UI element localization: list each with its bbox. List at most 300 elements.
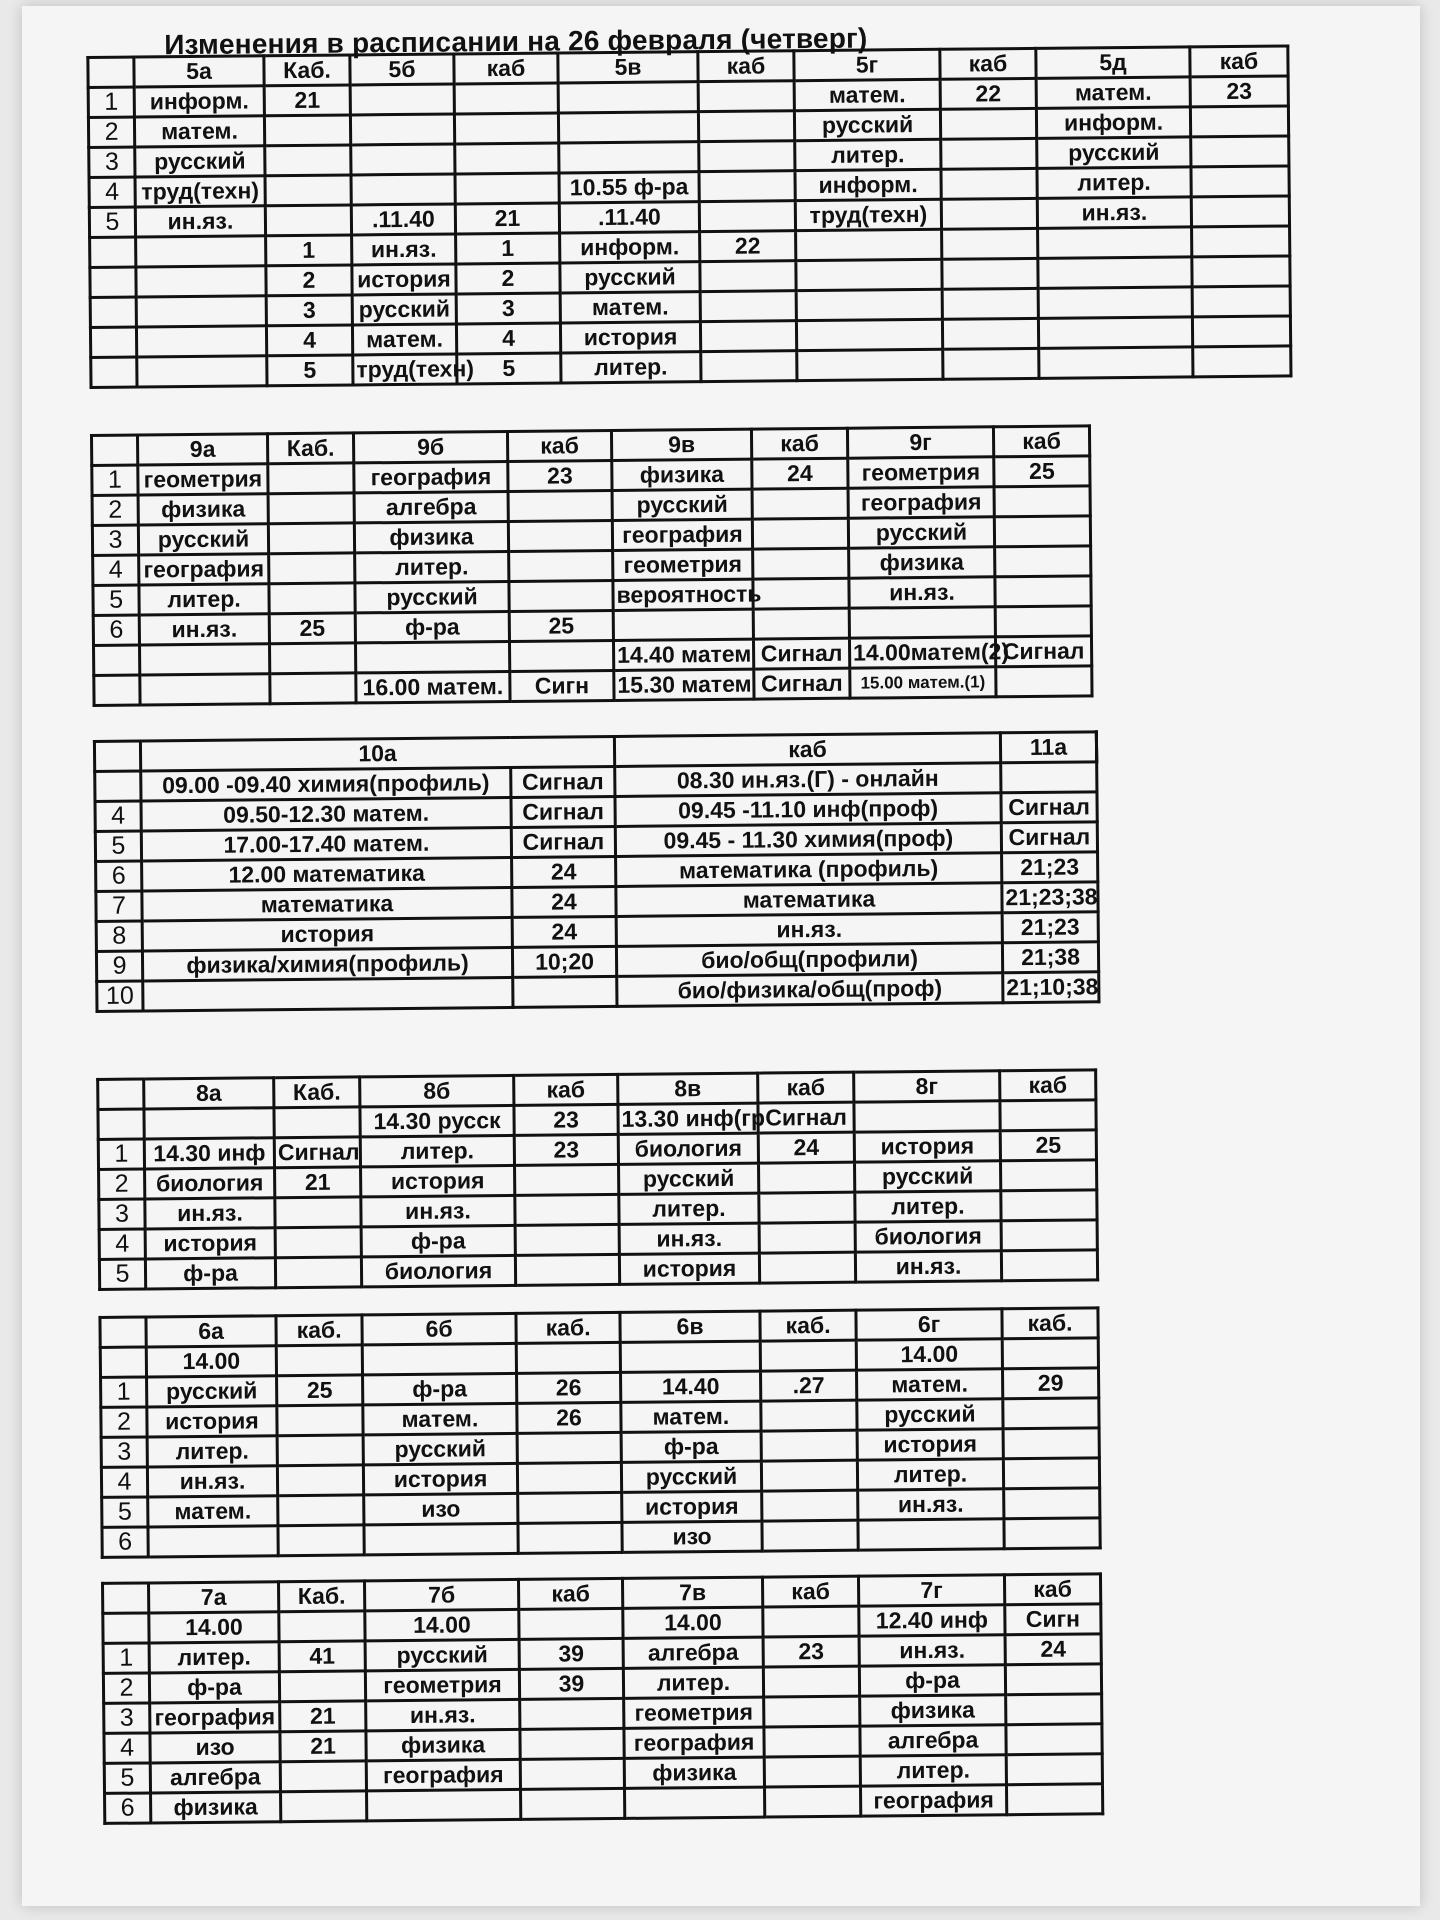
- table-cell: ин.яз.: [858, 1489, 1004, 1520]
- table-cell: 21: [455, 203, 559, 234]
- table-cell: [1006, 1694, 1102, 1725]
- table-cell: [268, 523, 354, 554]
- table-cell: 14.00: [856, 1339, 1002, 1370]
- column-header: 6а: [146, 1316, 276, 1347]
- table-cell: русский: [560, 262, 700, 293]
- table-cell: [943, 348, 1039, 379]
- column-header: 9б: [353, 431, 507, 462]
- table-cell: [278, 1525, 364, 1556]
- table-cell: история: [142, 917, 512, 951]
- lesson-number: 1: [103, 1643, 149, 1673]
- table-cell: литер.: [795, 139, 941, 170]
- table-cell: математика: [142, 887, 512, 921]
- lesson-number: 8: [96, 921, 142, 951]
- lesson-number: 6: [96, 861, 142, 891]
- table-cell: [996, 666, 1092, 697]
- lesson-number: 1: [101, 1377, 147, 1407]
- table-cell: Сигнал: [1001, 822, 1097, 853]
- column-header: 11а: [1000, 732, 1096, 763]
- table-cell: [520, 1728, 624, 1759]
- table-cell: [1038, 257, 1192, 288]
- table-cell: литер.: [360, 1135, 514, 1166]
- table-cell: [278, 1495, 364, 1526]
- table-cell: [1000, 1100, 1096, 1131]
- table-cell: 24: [1005, 1634, 1101, 1665]
- table-cell: [995, 606, 1091, 637]
- table-cell: [1006, 1784, 1102, 1815]
- table-cell: ф-ра: [149, 1672, 279, 1703]
- table-cell: изо: [364, 1493, 518, 1524]
- table-cell: география: [150, 1702, 280, 1733]
- table-cell: география: [139, 554, 269, 585]
- table-cell: 24: [512, 856, 616, 887]
- table-cell: [1001, 1250, 1097, 1281]
- lesson-number: [98, 1109, 144, 1139]
- table-cell: 4: [456, 323, 560, 354]
- table-cell: литер.: [1037, 167, 1191, 198]
- table-cell: [941, 138, 1037, 169]
- table-cell: 08.30 ин.яз.(Г) - онлайн: [615, 763, 1001, 797]
- table-cell: [1006, 1724, 1102, 1755]
- lesson-number: 5: [93, 585, 139, 615]
- table-cell: [761, 1400, 857, 1431]
- table-cell: 26: [517, 1402, 621, 1433]
- lesson-number: 3: [104, 1703, 150, 1733]
- table-cell: [752, 518, 848, 549]
- table-cell: история: [560, 322, 700, 353]
- table-cell: [1192, 226, 1290, 257]
- table-cell: [515, 1164, 619, 1195]
- page-title: Изменения в расписании на 26 февраля (четверг): [164, 22, 868, 61]
- table-cell: ин.яз.: [139, 614, 269, 645]
- table-cell: [362, 1343, 516, 1374]
- table-cell: история: [854, 1131, 1000, 1162]
- table-cell: ин.яз.: [135, 206, 265, 237]
- table-cell: [994, 516, 1090, 547]
- table-cell: Сигнал: [754, 668, 850, 699]
- table-cell: история: [352, 264, 456, 295]
- table-cell: [364, 1523, 518, 1554]
- table-cell: 5: [267, 355, 353, 386]
- table-cell: [1001, 1220, 1097, 1251]
- table-cell: ин.яз.: [855, 1251, 1001, 1282]
- table-cell: 21;23;38: [1002, 882, 1098, 913]
- table-cell: [521, 1788, 625, 1819]
- table-cell: [277, 1465, 363, 1496]
- table-cell: 29: [1002, 1368, 1098, 1399]
- table-cell: [355, 641, 509, 672]
- table-cell: информ.: [1036, 107, 1190, 138]
- table-cell: [763, 1606, 859, 1637]
- schedule-block-grade6: [98, 1306, 1101, 1559]
- table-cell: физика: [366, 1729, 520, 1760]
- table-cell: 21;38: [1002, 942, 1098, 973]
- table-cell: [269, 583, 355, 614]
- table-cell: [1003, 1458, 1099, 1489]
- table-cell: [509, 550, 613, 581]
- table-cell: [858, 1519, 1004, 1550]
- lesson-number: [94, 645, 140, 675]
- table-cell: [1191, 136, 1289, 167]
- table-cell: [753, 548, 849, 579]
- table-cell: биология: [618, 1133, 758, 1164]
- table-cell: литер.: [860, 1755, 1006, 1786]
- column-header: 6г: [856, 1309, 1002, 1340]
- table-cell: [1000, 1160, 1096, 1191]
- column-header: 9а: [137, 434, 267, 465]
- table-cell: география: [612, 519, 752, 550]
- table-cell: 21;23: [1002, 912, 1098, 943]
- table-cell: 17.00-17.40 матем.: [141, 827, 511, 861]
- lesson-number: [90, 297, 136, 327]
- table-cell: Сигнал: [1001, 792, 1097, 823]
- lesson-number: 4: [101, 1467, 147, 1497]
- table-cell: 39: [519, 1638, 623, 1669]
- lesson-number: [95, 771, 141, 801]
- table-cell: вероятность: [613, 579, 753, 610]
- lesson-number: 2: [92, 495, 138, 525]
- schedule-block-grade10-11: [93, 730, 1101, 1013]
- table-cell: [764, 1786, 860, 1817]
- lesson-number: 6: [93, 615, 139, 645]
- table-cell: [280, 1761, 366, 1792]
- table-cell: [1191, 166, 1289, 197]
- table-cell: [518, 1522, 622, 1553]
- table-cell: русский: [138, 524, 268, 555]
- column-header: каб.: [1002, 1308, 1098, 1339]
- table-cell: 21: [280, 1701, 366, 1732]
- table-cell: [276, 1345, 362, 1376]
- lesson-number: 5: [95, 831, 141, 861]
- table-cell: история: [622, 1491, 762, 1522]
- table-cell: биология: [145, 1168, 275, 1199]
- table-cell: история: [857, 1429, 1003, 1460]
- table-cell: [761, 1430, 857, 1461]
- table-cell: [455, 173, 559, 204]
- table-cell: .11.40: [559, 202, 699, 233]
- table-cell: [1190, 106, 1288, 137]
- table-cell: Сигнал: [511, 796, 615, 827]
- table-cell: [849, 607, 995, 638]
- table-cell: 13.30 инф(гр: [618, 1103, 758, 1134]
- lesson-number: 3: [101, 1437, 147, 1467]
- table-cell: [941, 198, 1037, 229]
- lesson-number: 10: [97, 981, 143, 1011]
- column-header: каб: [1000, 1070, 1096, 1101]
- table-cell: Сигн: [510, 670, 614, 701]
- table-cell: [509, 640, 613, 671]
- table-cell: 09.00 -09.40 химия(профиль): [141, 767, 511, 801]
- table-cell: [762, 1490, 858, 1521]
- table-cell: матем.: [856, 1369, 1002, 1400]
- table-cell: [994, 486, 1090, 517]
- lesson-number: 3: [99, 1199, 145, 1229]
- table-cell: [136, 296, 266, 327]
- table-cell: [508, 490, 612, 521]
- column-header: 8б: [360, 1075, 514, 1106]
- column-header: 9г: [847, 427, 993, 458]
- row-number-blank: [98, 1079, 144, 1109]
- table-cell: [1038, 227, 1192, 258]
- table-cell: русский: [147, 1376, 277, 1407]
- column-header: каб: [518, 1578, 622, 1609]
- table-cell: русский: [857, 1399, 1003, 1430]
- table-cell: 23: [514, 1134, 618, 1165]
- table-cell: [277, 1435, 363, 1466]
- table-cell: ин.яз.: [145, 1198, 275, 1229]
- column-header: Каб.: [279, 1581, 365, 1612]
- row-number-blank: [91, 435, 137, 465]
- table-cell: труд(техн): [353, 354, 457, 385]
- table-cell: [942, 228, 1038, 259]
- table-cell: [520, 1698, 624, 1729]
- column-header: 8в: [618, 1073, 758, 1104]
- table-cell: 24: [752, 458, 848, 489]
- table-cell: литер.: [561, 352, 701, 383]
- table-cell: [1193, 346, 1291, 377]
- column-header: каб: [751, 428, 847, 459]
- column-header: 8г: [854, 1071, 1000, 1102]
- column-header: каб: [993, 426, 1089, 457]
- table-cell: [516, 1342, 620, 1373]
- table-cell: Сигнал: [511, 826, 615, 857]
- lesson-number: 4: [104, 1733, 150, 1763]
- table-cell: Сигнал: [753, 638, 849, 669]
- column-header: 7г: [858, 1575, 1004, 1606]
- table-cell: [940, 108, 1036, 139]
- table-cell: ф-ра: [145, 1258, 275, 1289]
- table-cell: [269, 643, 355, 674]
- table-cell: [764, 1726, 860, 1757]
- table-cell: [699, 171, 795, 202]
- schedule-block-grade7: [101, 1572, 1104, 1825]
- table-cell: [1192, 316, 1290, 347]
- table-cell: [351, 144, 455, 175]
- table-cell: 09.45 - 11.30 химия(проф): [615, 823, 1001, 857]
- table-cell: 14.00: [149, 1612, 279, 1643]
- table-cell: физика: [849, 547, 995, 578]
- table-cell: [796, 319, 942, 350]
- table-cell: [144, 1108, 274, 1139]
- table-cell: история: [147, 1406, 277, 1437]
- lesson-number: 1: [92, 465, 138, 495]
- table-cell: 25: [509, 610, 613, 641]
- table-cell: [699, 141, 795, 172]
- table-cell: 3: [456, 293, 560, 324]
- lesson-number: [90, 237, 136, 267]
- table-cell: география: [848, 487, 994, 518]
- column-header: каб: [1190, 46, 1288, 77]
- lesson-number: 9: [96, 951, 142, 981]
- table-cell: физика/химия(профиль): [142, 947, 512, 981]
- table-cell: 24: [512, 886, 616, 917]
- table-cell: 39: [519, 1668, 623, 1699]
- table-cell: 24: [758, 1132, 854, 1163]
- table-cell: 25: [1000, 1130, 1096, 1161]
- lesson-number: 5: [104, 1763, 150, 1793]
- column-header: Каб.: [274, 1077, 360, 1108]
- table-cell: [759, 1192, 855, 1223]
- table-cell: ин.яз.: [849, 577, 995, 608]
- table-cell: математика: [616, 883, 1002, 917]
- schedule-block-grade8: [96, 1068, 1099, 1291]
- table-cell: [759, 1162, 855, 1193]
- table-cell: [558, 82, 698, 113]
- table-cell: ин.яз.: [147, 1466, 277, 1497]
- table-cell: литер.: [147, 1436, 277, 1467]
- table-cell: [1192, 286, 1290, 317]
- column-header: 5б: [350, 54, 454, 85]
- column-header: Каб.: [264, 55, 350, 86]
- table-cell: [620, 1341, 760, 1372]
- table-cell: матем.: [148, 1496, 278, 1527]
- table-cell: география: [366, 1759, 520, 1790]
- column-header: 5г: [794, 49, 940, 80]
- lesson-number: 3: [92, 525, 138, 555]
- table-cell: [279, 1671, 365, 1702]
- table-cell: литер.: [619, 1193, 759, 1224]
- table-cell: [1002, 1338, 1098, 1369]
- table-cell: [698, 111, 794, 142]
- table-cell: [351, 174, 455, 205]
- table-cell: ин.яз.: [352, 234, 456, 265]
- table-cell: ф-ра: [355, 611, 509, 642]
- table-cell: литер.: [623, 1667, 763, 1698]
- column-header: 7в: [622, 1577, 762, 1608]
- table-cell: [136, 266, 266, 297]
- column-header: каб: [614, 733, 1000, 767]
- row-number-blank: [94, 741, 140, 771]
- column-header: 6б: [362, 1313, 516, 1344]
- column-header: каб.: [276, 1315, 362, 1346]
- table-cell: [941, 168, 1037, 199]
- table-cell: [558, 112, 698, 143]
- table-cell: 22: [940, 78, 1036, 109]
- table-cell: [995, 546, 1091, 577]
- table-cell: информ.: [560, 232, 700, 263]
- table-cell: 2: [456, 263, 560, 294]
- table-cell: [517, 1462, 621, 1493]
- lesson-number: 4: [99, 1229, 145, 1259]
- paper-sheet: [22, 6, 1420, 1906]
- table-cell: [1004, 1518, 1100, 1549]
- table-cell: ф-ра: [361, 1225, 515, 1256]
- lesson-number: 7: [96, 891, 142, 921]
- table-cell: история: [361, 1165, 515, 1196]
- table-cell: [1001, 762, 1097, 793]
- table-cell: [1038, 317, 1192, 348]
- table-cell: 14.00: [365, 1609, 519, 1640]
- table-cell: [753, 608, 849, 639]
- table-cell: 5: [457, 353, 561, 384]
- column-header: каб: [514, 1074, 618, 1105]
- table-cell: физика: [860, 1695, 1006, 1726]
- table-cell: 10;20: [512, 946, 616, 977]
- table-cell: био/общ(профили): [616, 943, 1002, 977]
- table-cell: физика: [354, 521, 508, 552]
- column-header: каб: [454, 53, 558, 84]
- column-header: каб.: [760, 1310, 856, 1341]
- table-cell: 14.40: [621, 1371, 761, 1402]
- column-header: 7а: [149, 1582, 279, 1613]
- column-header: 8а: [144, 1078, 274, 1109]
- table-cell: математика (профиль): [616, 853, 1002, 887]
- table-cell: [515, 1254, 619, 1285]
- table-cell: история: [363, 1463, 517, 1494]
- table-cell: [1003, 1428, 1099, 1459]
- table-cell: ф-ра: [363, 1373, 517, 1404]
- schedule-sheet: [86, 10, 1259, 1822]
- table-cell: ин.яз.: [859, 1635, 1005, 1666]
- table-cell: Сигнал: [758, 1102, 854, 1133]
- table-cell: 26: [517, 1372, 621, 1403]
- table-cell: [761, 1460, 857, 1491]
- table-cell: [350, 114, 454, 145]
- table-cell: информ.: [795, 169, 941, 200]
- table-cell: [1192, 256, 1290, 287]
- column-header: Каб.: [267, 433, 353, 464]
- table-cell: ин.яз.: [1037, 197, 1191, 228]
- table-cell: изо: [150, 1732, 280, 1763]
- table-cell: [265, 145, 351, 176]
- lesson-number: 5: [89, 207, 135, 237]
- table-cell: [515, 1194, 619, 1225]
- table-cell: матем.: [352, 324, 456, 355]
- table-cell: [515, 1224, 619, 1255]
- table-cell: 23: [508, 460, 612, 491]
- lesson-number: 2: [88, 117, 134, 147]
- column-header: 7б: [364, 1579, 518, 1610]
- table-cell: алгебра: [623, 1637, 763, 1668]
- table-cell: 21;23: [1002, 852, 1098, 883]
- table-cell: [753, 578, 849, 609]
- table-cell: 12.00 математика: [142, 857, 512, 891]
- lesson-number: 1: [88, 87, 134, 117]
- table-cell: ин.яз.: [616, 913, 1002, 947]
- lesson-number: [91, 357, 137, 387]
- table-cell: 3: [266, 295, 352, 326]
- lesson-number: [100, 1347, 146, 1377]
- table-cell: [270, 673, 356, 704]
- table-cell: 16.00 матем.: [356, 671, 510, 702]
- table-cell: [613, 609, 753, 640]
- table-cell: [760, 1340, 856, 1371]
- table-cell: .11.40: [351, 204, 455, 235]
- table-cell: 1: [456, 233, 560, 264]
- table-cell: 21;10;38: [1003, 972, 1099, 1003]
- table-cell: 25: [994, 456, 1090, 487]
- table-cell: [148, 1526, 278, 1557]
- table-cell: [1003, 1398, 1099, 1429]
- column-header: 5в: [558, 52, 698, 83]
- table-cell: [854, 1101, 1000, 1132]
- table-cell: [1004, 1488, 1100, 1519]
- table-cell: русский: [794, 109, 940, 140]
- table-cell: [269, 553, 355, 584]
- lesson-number: [90, 267, 136, 297]
- table-cell: география: [624, 1727, 764, 1758]
- lesson-number: 2: [103, 1673, 149, 1703]
- table-cell: [454, 83, 558, 114]
- table-cell: [143, 977, 513, 1011]
- table-cell: [1039, 347, 1193, 378]
- table-cell: Сигнал: [995, 636, 1091, 667]
- table-cell: русский: [135, 146, 265, 177]
- table-cell: [759, 1222, 855, 1253]
- column-header: каб: [698, 51, 794, 82]
- table-cell: физика: [624, 1757, 764, 1788]
- table-cell: алгебра: [150, 1762, 280, 1793]
